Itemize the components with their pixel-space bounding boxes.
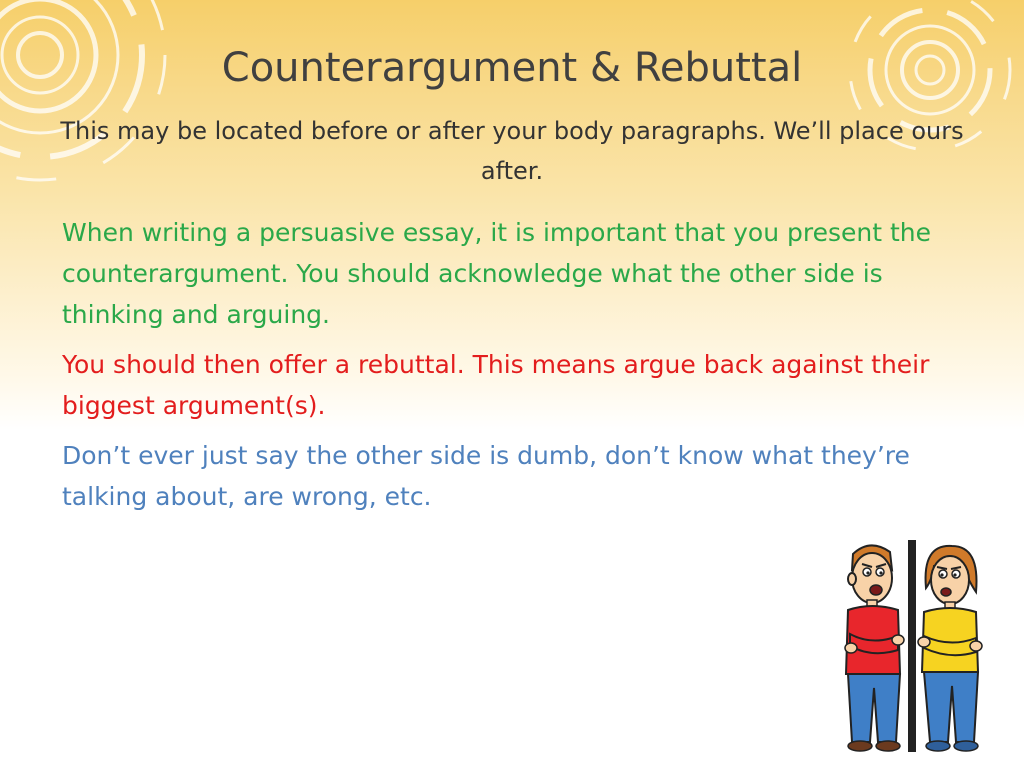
counterargument-paragraph: When writing a persuasive essay, it is important that you present the counterargument. You should acknowledge what the other side is thinking and arguing.: [62, 218, 932, 329]
left-person: [845, 545, 904, 751]
slide-subtitle: This may be located before or after your body paragraphs. We’ll place ours after.: [60, 117, 964, 185]
rebuttal-paragraph: You should then offer a rebuttal. This means argue back against their biggest argument(s).: [62, 350, 930, 420]
slide-body: [62, 212, 967, 526]
right-person: [918, 546, 982, 751]
arguing-people-illustration: [836, 536, 986, 758]
slide-title: Counterargument & Rebuttal: [221, 45, 803, 91]
warning-paragraph: Don’t ever just say the other side is dumb, don’t know what they’re talking about, are wrong, etc.: [62, 441, 910, 511]
